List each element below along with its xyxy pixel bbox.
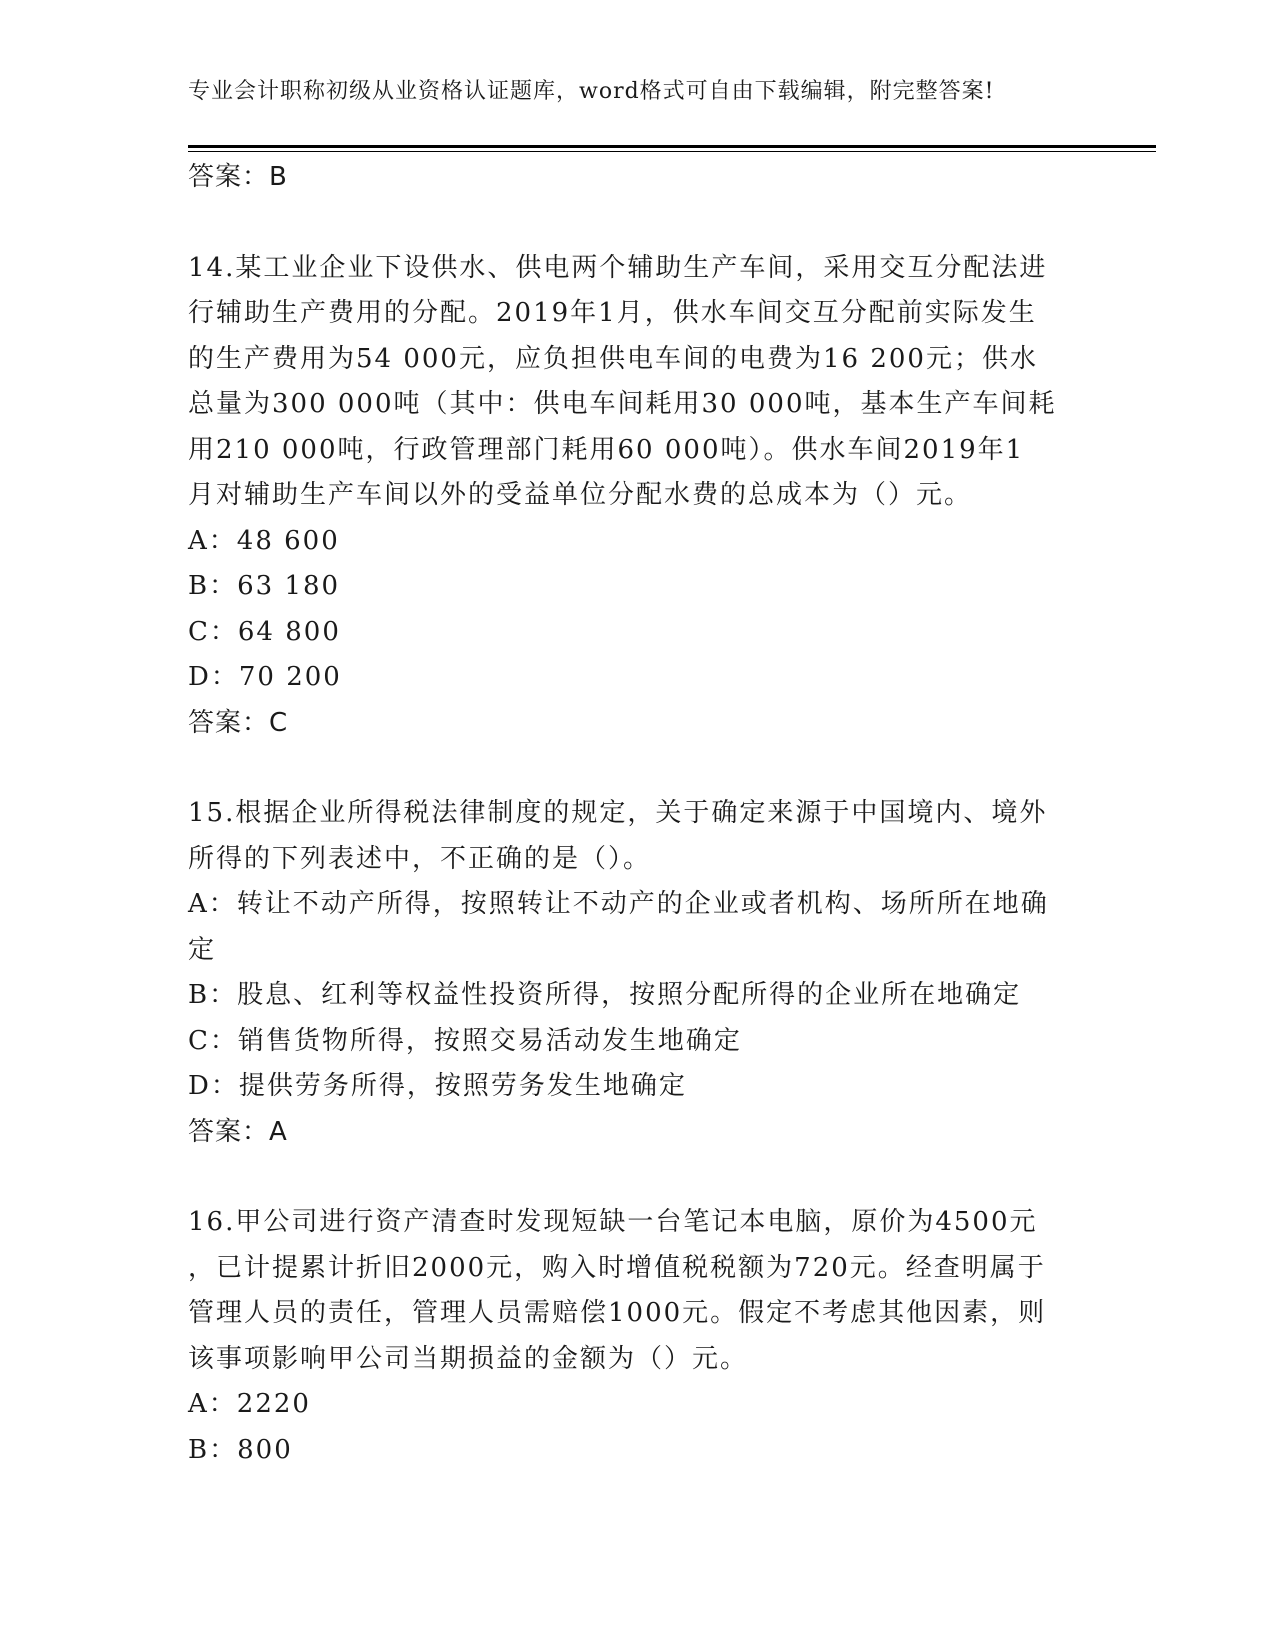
answer-option: A：2220 [188, 1389, 311, 1419]
answer-option: C：64 800 [188, 616, 341, 647]
question-stem-line: 15.根据企业所得税法律制度的规定，关于确定来源于中国境内、境外 [188, 798, 1048, 828]
spacer [188, 746, 1088, 791]
question-stem-line: 16.甲公司进行资产清查时发现短缺一台笔记本电脑，原价为4500元 [188, 1207, 1038, 1237]
header-rule-thin [188, 151, 1156, 152]
question-block [188, 1200, 1088, 1473]
answer-option: D：70 200 [188, 662, 342, 692]
question-block [188, 791, 1088, 1200]
question-stem-line: 行辅助生产费用的分配。2019年1月，供水车间交互分配前实际发生 [188, 298, 1037, 328]
answer-option: D：提供劳务所得，按照劳务发生地确定 [188, 1071, 687, 1101]
page-header: 专业会计职称初级从业资格认证题库，word格式可自由下载编辑，附完整答案! [188, 79, 995, 104]
question-block [188, 246, 1088, 792]
question-stem-line: ，已计提累计折旧2000元，购入时增值税税额为720元。经查明属于 [188, 1252, 1046, 1283]
answer-option: A：转让不动产所得，按照转让不动产的企业或者机构、场所所在地确 [188, 889, 1049, 919]
question-stem-line: 总量为300 000吨（其中：供电车间耗用30 000吨，基本生产车间耗 [188, 389, 1057, 419]
header-rule-thick [188, 145, 1156, 148]
spacer [188, 1155, 1088, 1200]
question-stem-line: 该事项影响甲公司当期损益的金额为（）元。 [188, 1343, 749, 1374]
answer-option: B：股息、红利等权益性投资所得，按照分配所得的企业所在地确定 [188, 980, 1022, 1010]
answer-option: B：63 180 [188, 571, 341, 601]
answer-line: 答案：C [188, 707, 289, 738]
answer-option: A：48 600 [188, 525, 340, 556]
question-stem-line: 月对辅助生产车间以外的受益单位分配水费的总成本为（）元。 [188, 480, 973, 510]
question-content [188, 155, 1088, 1473]
question-list [188, 246, 1088, 1474]
question-stem-line: 所得的下列表述中，不正确的是（）。 [188, 843, 652, 874]
answer-option: C：销售货物所得，按照交易活动发生地确定 [188, 1025, 742, 1056]
question-stem-line: 的生产费用为54 000元，应负担供电车间的电费为16 200元；供水 [188, 343, 1038, 374]
question-stem-line: 管理人员的责任，管理人员需赔偿1000元。假定不考虑其他因素，则 [188, 1298, 1047, 1328]
question-stem-line: 14.某工业企业下设供水、供电两个辅助生产车间，采用交互分配法进 [188, 252, 1048, 283]
answer-option: 定 [188, 934, 217, 965]
answer-line: 答案：B [188, 162, 288, 192]
question-stem-line: 用210 000吨，行政管理部门耗用60 000吨）。供水车间2019年1 [188, 434, 1025, 465]
answer-option: B：800 [188, 1434, 293, 1465]
spacer [188, 201, 1088, 246]
answer-line: 答案：A [188, 1116, 288, 1147]
